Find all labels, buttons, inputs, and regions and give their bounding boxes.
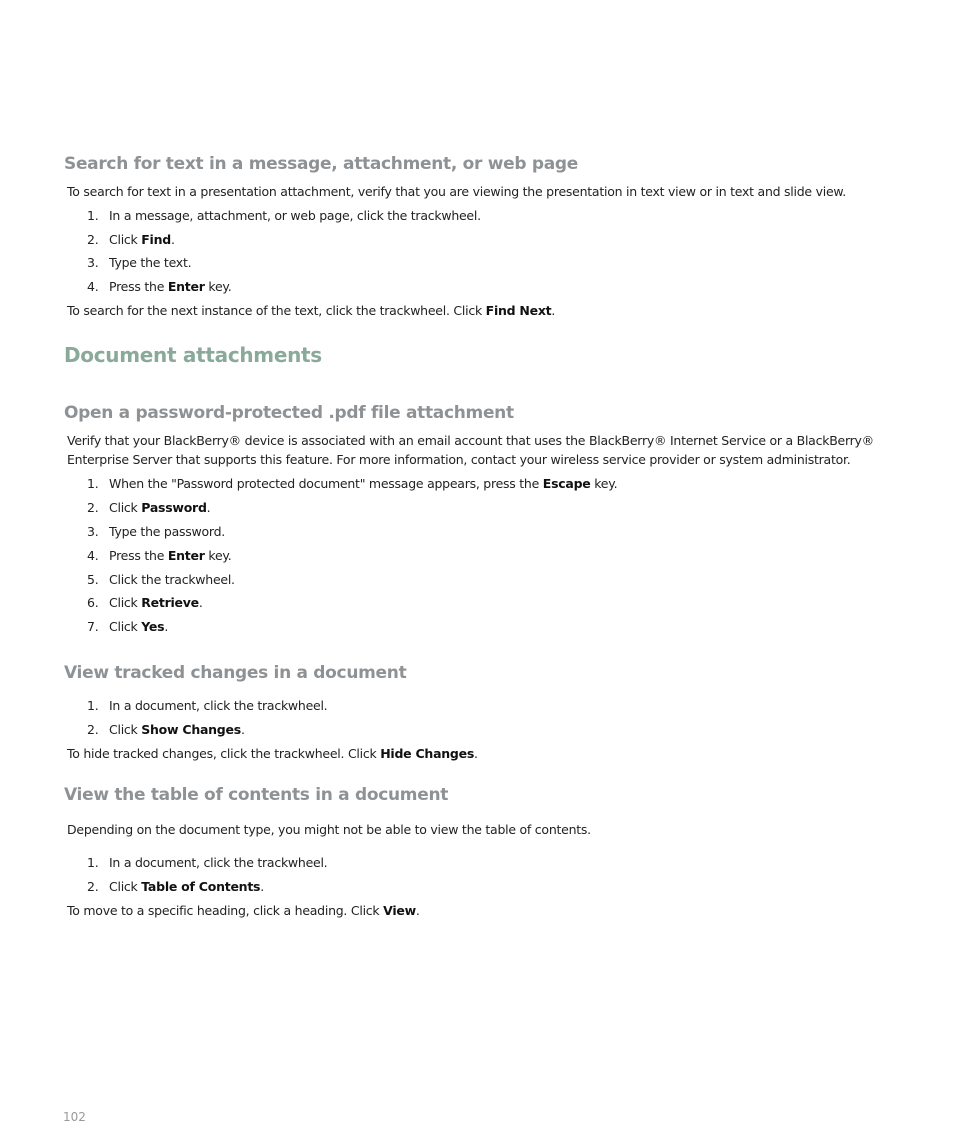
list-item: 7. Click Yes. xyxy=(87,619,169,634)
heading-search-text: Search for text in a message, attachment, or web page xyxy=(64,154,579,174)
heading-document-attachments: Document attachments xyxy=(64,343,322,367)
list-item: 2. Click Find. xyxy=(87,232,175,247)
heading-tracked-changes: View tracked changes in a document xyxy=(64,663,407,683)
list-item: 1. When the "Password protected document" message appears, press the Escape key. xyxy=(87,476,618,491)
heading-table-of-contents: View the table of contents in a document xyxy=(64,785,449,805)
toc-outro: To move to a specific heading, click a heading. Click View. xyxy=(67,903,420,918)
toc-intro: Depending on the document type, you might not be able to view the table of contents. xyxy=(67,822,591,837)
list-item: 4. Press the Enter key. xyxy=(87,279,232,294)
list-item: 4. Press the Enter key. xyxy=(87,548,232,563)
list-item: 2. Click Table of Contents. xyxy=(87,879,264,894)
search-outro: To search for the next instance of the text, click the trackwheel. Click Find Next. xyxy=(67,303,556,318)
heading-password-pdf: Open a password-protected .pdf file attachment xyxy=(64,403,514,423)
list-item: 2. Click Password. xyxy=(87,500,211,515)
page-number: 102 xyxy=(63,1110,86,1124)
list-item: 2. Click Show Changes. xyxy=(87,722,245,737)
list-item: 3. Type the text. xyxy=(87,255,192,270)
tracked-changes-outro: To hide tracked changes, click the trackwheel. Click Hide Changes. xyxy=(67,746,478,761)
list-item: 1. In a message, attachment, or web page, click the trackwheel. xyxy=(87,208,481,223)
search-intro: To search for text in a presentation attachment, verify that you are viewing the presentation in text view or in text and slide view. xyxy=(67,184,846,199)
list-item: 6. Click Retrieve. xyxy=(87,595,203,610)
list-item: 3. Type the password. xyxy=(87,524,225,539)
list-item: 5. Click the trackwheel. xyxy=(87,572,235,587)
password-pdf-intro-line2: Enterprise Server that supports this feature. For more information, contact your wireless service provider or system administrator. xyxy=(67,452,851,467)
list-item: 1. In a document, click the trackwheel. xyxy=(87,855,328,870)
password-pdf-intro-line1: Verify that your BlackBerry® device is associated with an email account that uses the BlackBerry® Internet Service or a BlackBerry® xyxy=(67,433,874,448)
list-item: 1. In a document, click the trackwheel. xyxy=(87,698,328,713)
